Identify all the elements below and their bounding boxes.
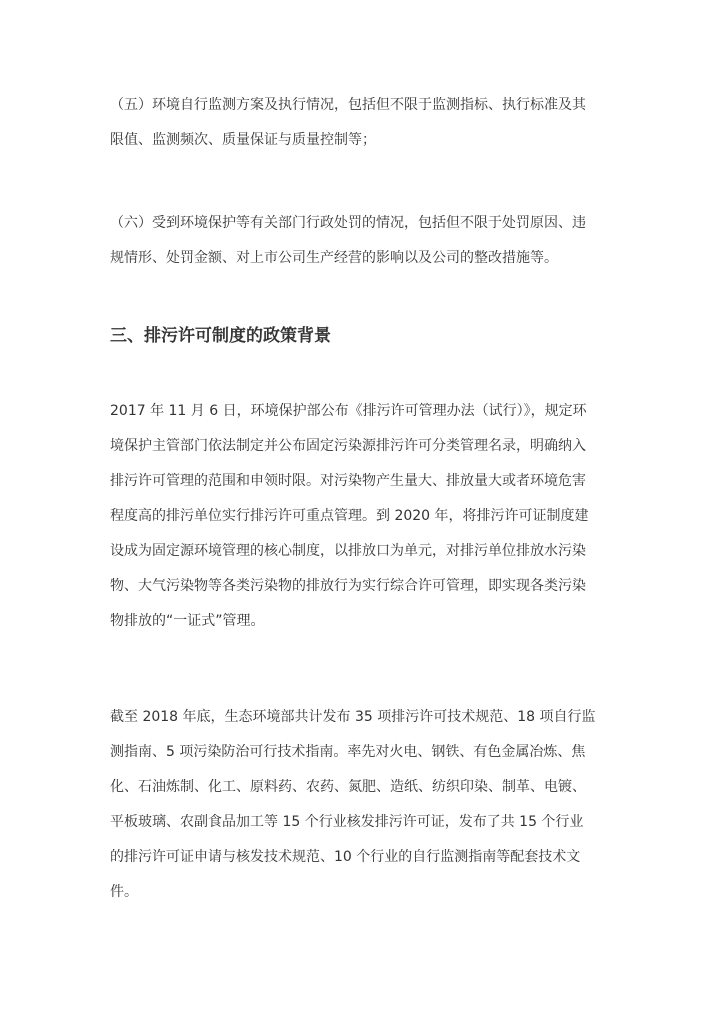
text-line: 平板玻璃、农副食品加工等 15 个行业核发排污许可证，发布了共 15 个行业 xyxy=(110,814,584,830)
text-line: 化、石油炼制、化工、原料药、农药、氮肥、造纸、纺织印染、制革、电镀、 xyxy=(110,779,586,795)
text-line: 物、大气污染物等各类污染物的排放行为实行综合许可管理，即实现各类污染 xyxy=(110,578,586,594)
text-line: 测指南、5 项污染防治可行技术指南。率先对火电、钢铁、有色金属冶炼、焦 xyxy=(110,744,586,760)
text-line: 截至 2018 年底，生态环境部共计发布 35 项排污许可技术规范、18 项自行监 xyxy=(110,709,596,725)
text-line: 设成为固定源环境管理的核心制度，以排放口为单元，对排污单位排放水污染 xyxy=(110,543,586,559)
text-line: （五）环境自行监测方案及执行情况，包括但不限于监测指标、执行标准及其 xyxy=(110,97,586,113)
text-line: 物排放的“一证式”管理。 xyxy=(110,613,265,629)
section-heading: 三、排污许可制度的政策背景 xyxy=(110,326,331,346)
text-line: 境保护主管部门依法制定并公布固定污染源排污许可分类管理名录，明确纳入 xyxy=(110,438,586,454)
text-line: 的排污许可证申请与核发技术规范、10 个行业的自行监测指南等配套技术文 xyxy=(110,849,581,865)
text-line: 程度高的排污单位实行排污许可重点管理。到 2020 年，将排污许可证制度建 xyxy=(110,508,589,524)
paragraph-item-6 xyxy=(110,206,614,276)
text-line: 2017 年 11 月 6 日，环境保护部公布《排污许可管理办法（试行）》，规定环 xyxy=(110,403,587,419)
body-paragraph-progress xyxy=(110,700,614,910)
text-line: 件。 xyxy=(110,884,138,900)
text-line: 限值、监测频次、质量保证与质量控制等； xyxy=(110,132,376,148)
text-line: 排污许可管理的范围和申领时限。对污染物产生量大、排放量大或者环境危害 xyxy=(110,473,586,489)
paragraph-item-5 xyxy=(110,88,614,158)
text-line: 规情形、处罚金额、对上市公司生产经营的影响以及公司的整改措施等。 xyxy=(110,250,558,266)
text-line: （六）受到环境保护等有关部门行政处罚的情况，包括但不限于处罚原因、违 xyxy=(110,215,586,231)
body-paragraph-regulation xyxy=(110,394,614,639)
